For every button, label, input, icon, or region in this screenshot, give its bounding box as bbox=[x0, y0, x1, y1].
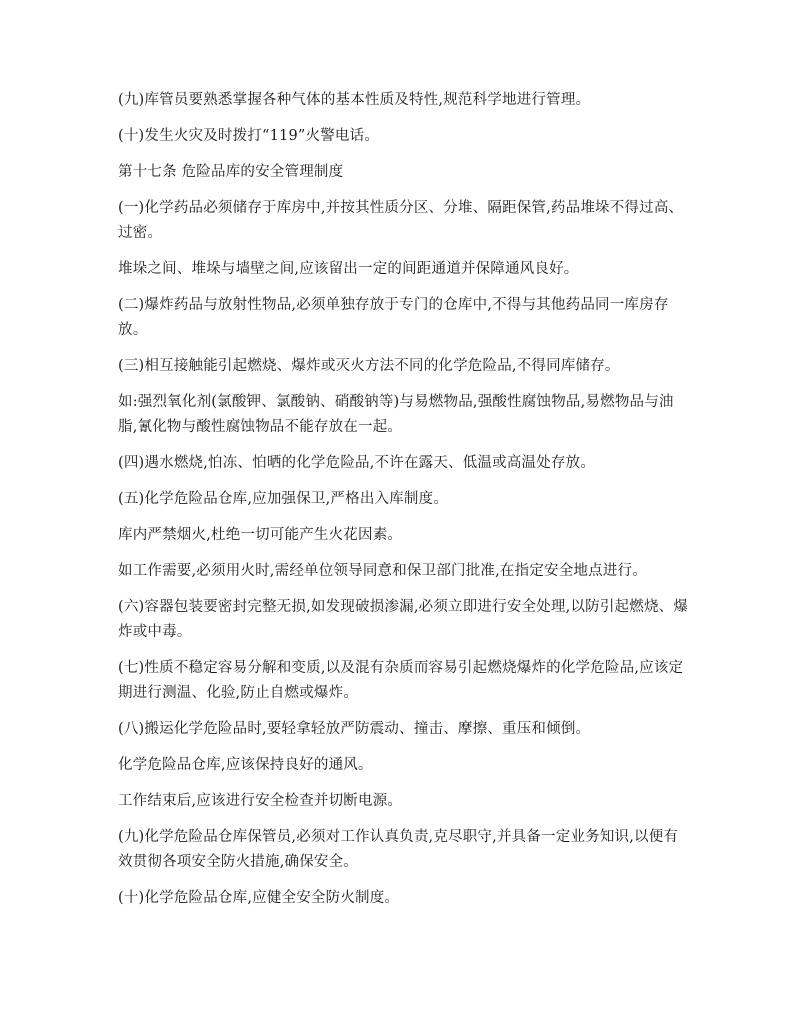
paragraph: (九)化学危险品仓库保管员,必须对工作认真负责,克尽职守,并具备一定业务知识,以便有效贯彻各项安全防火措施,确保安全。 bbox=[118, 829, 679, 870]
paragraph: 堆垛之间、堆垛与墙壁之间,应该留出一定的间距通道并保障通风良好。 bbox=[118, 261, 579, 277]
paragraph: 化学危险品仓库,应该保持良好的通风。 bbox=[118, 757, 373, 773]
paragraph: 如工作需要,必须用火时,需经单位领导同意和保卫部门批准,在指定安全地点进行。 bbox=[118, 563, 647, 579]
paragraph: 如:强烈氧化剂(氯酸钾、氯酸钠、硝酸钠等)与易燃物品,强酸性腐蚀物品,易燃物品与油脂,氰化物与酸性腐蚀物品不能存放在一起。 bbox=[118, 394, 674, 435]
paragraph: (五)化学危险品仓库,应加强保卫,严格出入库制度。 bbox=[118, 491, 449, 507]
paragraph: (十)化学危险品仓库,应健全安全防火制度。 bbox=[118, 890, 400, 906]
paragraph: 库内严禁烟火,杜绝一切可能产生火花因素。 bbox=[118, 527, 403, 543]
document-body bbox=[118, 88, 690, 922]
section-heading: 第十七条 危险品库的安全管理制度 bbox=[118, 164, 344, 180]
paragraph: (七)性质不稳定容易分解和变质,以及混有杂质而容易引起燃烧爆炸的化学危险品,应该定期进行测温、化验,防止自燃或爆炸。 bbox=[118, 660, 684, 701]
paragraph: (八)搬运化学危险品时,要轻拿轻放严防震动、撞击、摩擦、重压和倾倒。 bbox=[118, 721, 591, 737]
paragraph: (十)发生火灾及时拨打“119”火警电话。 bbox=[118, 128, 380, 144]
paragraph: (九)库管员要熟悉掌握各种气体的基本性质及特性,规范科学地进行管理。 bbox=[118, 92, 591, 108]
paragraph: (三)相互接触能引起燃烧、爆炸或灭火方法不同的化学危险品,不得同库储存。 bbox=[118, 358, 620, 374]
paragraph: (四)遇水燃烧,怕冻、怕晒的化学危险品,不许在露天、低温或高温处存放。 bbox=[118, 455, 596, 471]
paragraph: 工作结束后,应该进行安全检查并切断电源。 bbox=[118, 793, 403, 809]
paragraph: (一)化学药品必须储存于库房中,并按其性质分区、分堆、隔距保管,药品堆垛不得过高、过密。 bbox=[118, 200, 684, 241]
paragraph: (六)容器包装要密封完整无损,如发现破损渗漏,必须立即进行安全处理,以防引起燃烧、爆炸或中毒。 bbox=[118, 599, 689, 640]
paragraph: (二)爆炸药品与放射性物品,必须单独存放于专门的仓库中,不得与其他药品同一库房存放。 bbox=[118, 297, 669, 338]
